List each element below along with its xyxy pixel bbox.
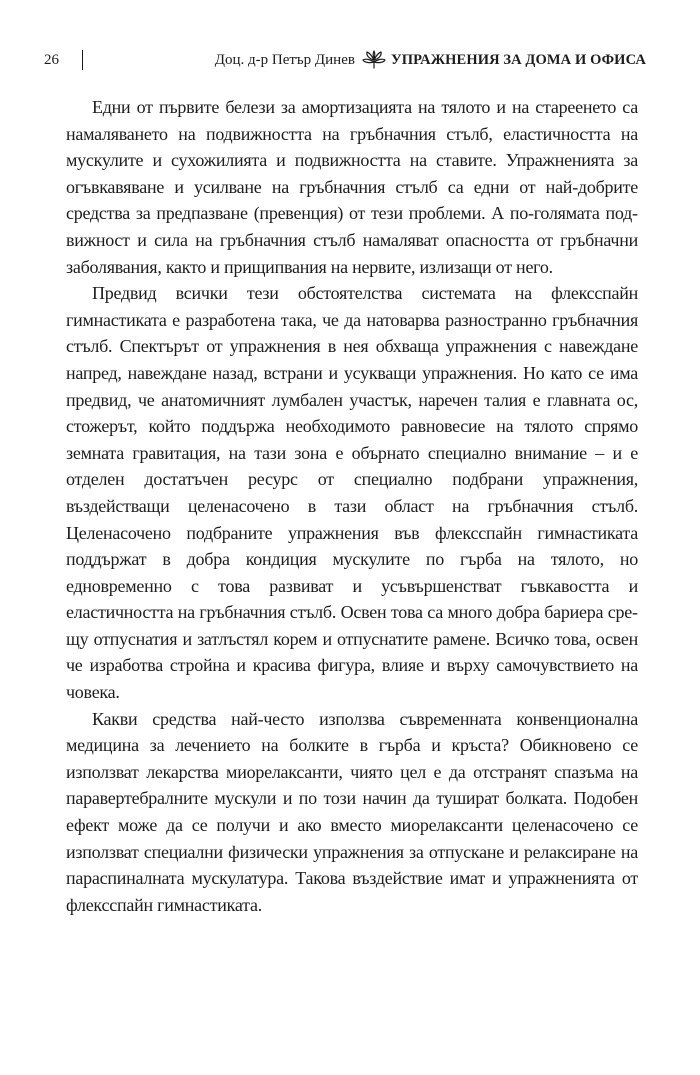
header-right-group [215,48,646,72]
leaf-icon [361,50,387,70]
paragraph-2: Предвид всички тези обстоятелства системата на флексспайн гимнастиката е разработена така, че да натоварва разностранно гръбначния стълб. Спектърът от упражнения в нея обхваща упражнения с навеждане напред, навеждане назад, встрани и усукващи упражнения. Но като се има предвид, че анатомичният лумбален участък, наречен талия е главната ос, стожерът, който поддържа необходимото равновесие на тялото спрямо земната гравитация, на тази зона е обърнато специално внимание – и е отделен достатъчен ресурс от специално подбрани упражнения, въздействащи целенасочено в тази област на гръбначния стълб. Целенасочено подбраните упражнения във флексспайн гимнастиката поддържат в добра кондиция мускулите по гърба на тялото, но едновременно с това развиват и усъвършенстват гъвкавостта и еластичността на гръбначния стълб. Освен това са много добра бариера срещу отпуснатия и затлъстял корем и отпуснатите рамене. Всичко това, освен че изработва стройна и красива фигура, влияе и върху самочувствието на човека. [66,283,638,703]
paragraph-3: Какви средства най-често използва съвременната конвенционална медицина за лечението на болките в гърба и кръста? Обикновено се използват лекарства миорелаксанти, чиято цел е да отстранят спазъма на паравертебралните мускули и по този начин да тушират болката. Подобен ефект може да се получи и ако вместо миорелаксанти целенасочено се използват специални физически упражнения за отпускане и релаксиране на параспиналната мускулатура. Такова въздействие имат и упражненията от флексспайн гимнастиката. [66,708,638,915]
page-number: 26 [44,52,59,68]
paragraph-1: Едни от първите белези за амортизацията на тялото и на стареенето са намаляването на подвижността на гръбначния стълб, еластичността на мускулите и сухожилията и подвижността на ставите. Упражненията за огъвкавяване и усилване на гръбначния стълб са едни от най-добрите средства за предпазване (превенция) от тези проблеми. А по-голямата подвижност и сила на гръбначния стълб намаляват опасността от гръбначни заболявания, както и прищипвания на нервите, излизащи от него. [66,97,638,277]
book-title: УПРАЖНЕНИЯ ЗА ДОМА И ОФИСА [390,52,646,68]
running-header [44,48,646,72]
header-divider [82,50,83,70]
author-name: Доц. д-р Петър Динев [214,52,355,68]
body-text [66,94,638,918]
